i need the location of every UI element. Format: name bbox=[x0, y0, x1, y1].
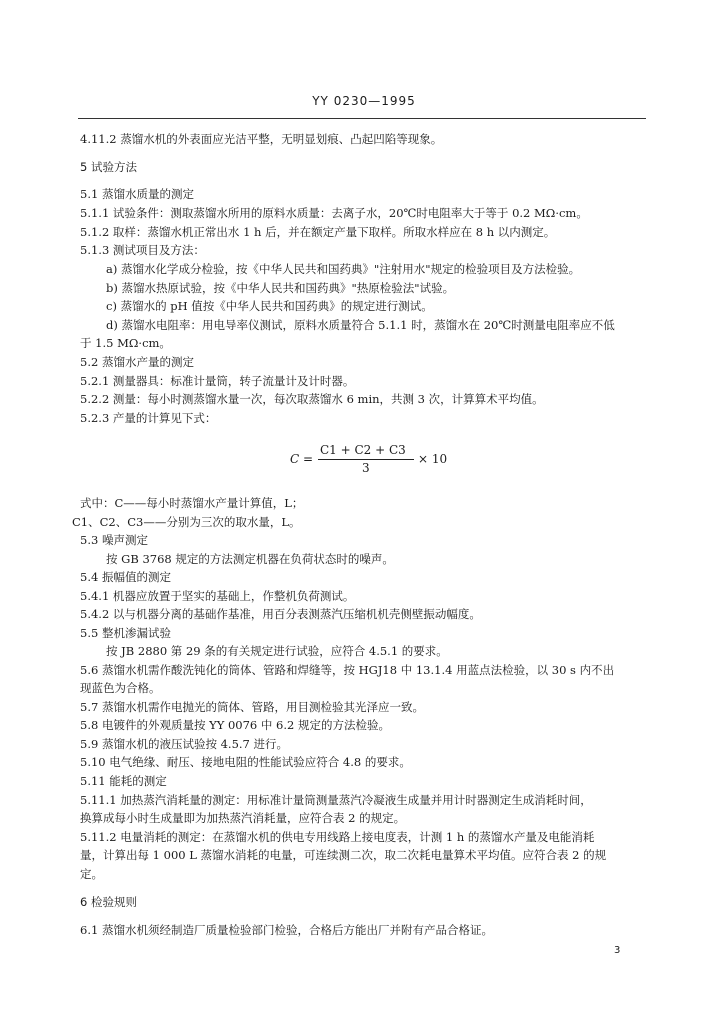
production-formula bbox=[290, 443, 470, 473]
clause-5-11-1-cont: 换算成每小时生成量即为加热蒸汽消耗量，应符合表 2 的规定。 bbox=[80, 811, 406, 825]
where-c: 式中：C——每小时蒸馏水产量计算值，L； bbox=[80, 496, 304, 510]
clause-5-2-2: 5.2.2 测量：每小时测蒸馏水量一次，每次取蒸馏水 6 min，共测 3 次，计算算术平均值。 bbox=[80, 392, 544, 406]
item-d: d) 蒸馏水电阻率：用电导率仪测试，原料水质量符合 5.1.1 时，蒸馏水在 20℃时测量电阻率应不低 bbox=[106, 318, 615, 332]
clause-5-1-2: 5.1.2 取样：蒸馏水机正常出水 1 h 后，并在额定产量下取样。所取水样应在 8 h 以内测定。 bbox=[80, 225, 556, 239]
clause-5-3-text: 按 GB 3768 规定的方法测定机器在负荷状态时的噪声。 bbox=[106, 552, 394, 566]
item-c: c) 蒸馏水的 pH 值按《中华人民共和国药典》的规定进行测试。 bbox=[106, 299, 433, 313]
clause-5-2: 5.2 蒸馏水产量的测定 bbox=[80, 355, 194, 369]
clause-5-11: 5.11 能耗的测定 bbox=[80, 774, 167, 788]
clause-5-4: 5.4 振幅值的测定 bbox=[80, 570, 171, 584]
clause-5-6: 5.6 蒸馏水机需作酸洗钝化的筒体、管路和焊缝等，按 HGJ18 中 13.1.4 用蓝点法检验，以 30 s 内不出 bbox=[80, 663, 615, 677]
section-6-title: 6 检验规则 bbox=[80, 895, 137, 909]
clause-5-9: 5.9 蒸馏水机的液压试验按 4.5.7 进行。 bbox=[80, 737, 289, 751]
clause-5-2-1: 5.2.1 测量器具：标准计量筒，转子流量计及计时器。 bbox=[80, 374, 355, 388]
clause-5-10: 5.10 电气绝缘、耐压、接地电阻的性能试验应符合 4.8 的要求。 bbox=[80, 755, 411, 769]
clause-6-1: 6.1 蒸馏水机须经制造厂质量检验部门检验，合格后方能出厂并附有产品合格证。 bbox=[80, 923, 493, 937]
clause-4-11-2: 4.11.2 蒸馏水机的外表面应光洁平整，无明显划痕、凸起凹陷等现象。 bbox=[80, 132, 443, 146]
where-c123: C1、C2、C3——分别为三次的取水量，L。 bbox=[72, 515, 301, 529]
clause-5-1-1: 5.1.1 试验条件：测取蒸馏水所用的原料水质量：去离子水，20℃时电阻率大于等于 0.2 MΩ·cm。 bbox=[80, 206, 588, 220]
page-number: 3 bbox=[614, 945, 621, 956]
header-rule bbox=[78, 118, 646, 119]
fraction-bar bbox=[318, 459, 414, 460]
clause-5-11-2-cont: 量，计算出每 1 000 L 蒸馏水消耗的电量，可连续测二次，取二次耗电量算术平均值。应符合表 2 的规 bbox=[80, 848, 607, 862]
clause-5-1-3: 5.1.3 测试项目及方法： bbox=[80, 243, 205, 257]
item-b: b) 蒸馏水热原试验，按《中华人民共和国药典》"热原检验法"试验。 bbox=[106, 281, 455, 295]
clause-5-1: 5.1 蒸馏水质量的测定 bbox=[80, 187, 194, 201]
formula-denominator: 3 bbox=[362, 461, 370, 475]
section-5-title: 5 试验方法 bbox=[80, 160, 137, 174]
clause-5-5-text: 按 JB 2880 第 29 条的有关规定进行试验，应符合 4.5.1 的要求。 bbox=[106, 644, 448, 658]
clause-5-4-1: 5.4.1 机器应放置于坚实的基础上，作整机负荷测试。 bbox=[80, 589, 355, 603]
clause-5-11-1: 5.11.1 加热蒸汽消耗量的测定：用标准计量筒测量蒸汽冷凝液生成量并用计时器测定生成消耗时间， bbox=[80, 793, 592, 807]
clause-5-5: 5.5 整机渗漏试验 bbox=[80, 626, 171, 640]
standard-header: YY 0230—1995 bbox=[312, 94, 416, 108]
clause-5-11-2-end: 定。 bbox=[80, 867, 103, 881]
formula-multiplier: × 10 bbox=[418, 452, 448, 466]
clause-5-2-3: 5.2.3 产量的计算见下式： bbox=[80, 411, 217, 425]
item-d-cont: 于 1.5 MΩ·cm。 bbox=[80, 336, 171, 350]
clause-5-11-2: 5.11.2 电量消耗的测定：在蒸馏水机的供电专用线路上接电度表，计测 1 h 的蒸馏水产量及电能消耗 bbox=[80, 830, 595, 844]
clause-5-3: 5.3 噪声测定 bbox=[80, 533, 148, 547]
formula-lhs: C = bbox=[290, 452, 314, 466]
clause-5-8: 5.8 电镀件的外观质量按 YY 0076 中 6.2 规定的方法检验。 bbox=[80, 718, 390, 732]
item-a: a) 蒸馏水化学成分检验，按《中华人民共和国药典》"注射用水"规定的检验项目及方法检验。 bbox=[106, 262, 581, 276]
clause-5-4-2: 5.4.2 以与机器分离的基础作基准，用百分表测蒸汽压缩机机壳侧壁振动幅度。 bbox=[80, 607, 481, 621]
formula-numerator: C1 + C2 + C3 bbox=[320, 443, 406, 457]
clause-5-6-cont: 现蓝色为合格。 bbox=[80, 681, 161, 695]
clause-5-7: 5.7 蒸馏水机需作电抛光的筒体、管路，用目测检验其光泽应一致。 bbox=[80, 700, 424, 714]
